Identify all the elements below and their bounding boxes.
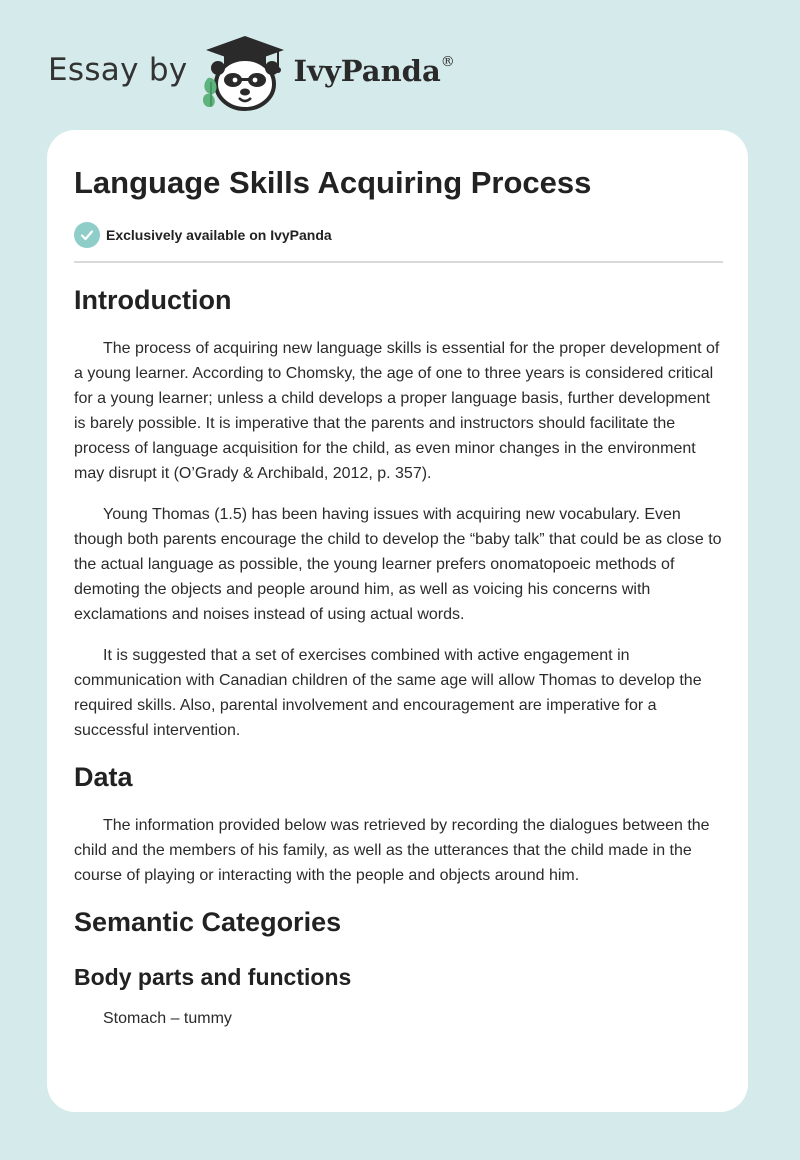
section-heading-semantic-categories: Semantic Categories bbox=[74, 907, 342, 937]
essay-body bbox=[74, 282, 725, 1047]
list-item: Stomach – tummy bbox=[103, 1010, 232, 1027]
checkmark-icon bbox=[74, 222, 100, 248]
paragraph: It is suggested that a set of exercises combined with active engagement in communication with Canadian children of the same age will allow Thomas to develop the required skills. Also, parental involvement and encouragement are imperative for a successful intervention. bbox=[74, 647, 702, 739]
exclusive-label: Exclusively available on IvyPanda bbox=[106, 227, 332, 243]
essay-by-label: Essay by bbox=[48, 52, 188, 88]
paragraph: The information provided below was retrieved by recording the dialogues between the child and the members of his family, as well as the utterances that the child made in the course of playing or interacting with the people and objects around him. bbox=[74, 817, 710, 884]
essay-card bbox=[47, 130, 748, 1112]
page-title: Language Skills Acquiring Process bbox=[74, 165, 592, 200]
title-divider bbox=[74, 261, 723, 263]
section-heading-data: Data bbox=[74, 762, 133, 792]
site-header bbox=[48, 34, 455, 114]
section-heading-introduction: Introduction bbox=[74, 285, 232, 315]
panda-graduate-icon bbox=[202, 34, 288, 114]
paragraph: Young Thomas (1.5) has been having issues with acquiring new vocabulary. Even though both parents encourage the child to develop the “baby talk” that could be as close to the actual language as possible, the young learner prefers onomatopoeic methods of demoting the objects and people around him, as well as voicing his concerns with exclamations and noises instead of using actual words. bbox=[74, 506, 722, 623]
exclusive-badge bbox=[74, 222, 332, 248]
paragraph: The process of acquiring new language skills is essential for the proper development of a young learner. According to Chomsky, the age of one to three years is considered critical for a young learner; unless a child develops a proper language basis, further development is barely possible. It is imperative that the parents and instructors should facilitate the process of language acquisition for the child, as even minor changes in the environment may disrupt it (O’Grady & Archibald, 2012, p. 357). bbox=[74, 340, 720, 482]
ivypanda-logo[interactable] bbox=[202, 34, 455, 114]
brand-name: IvyPanda® bbox=[293, 54, 455, 88]
subheading-body-parts: Body parts and functions bbox=[74, 964, 352, 990]
